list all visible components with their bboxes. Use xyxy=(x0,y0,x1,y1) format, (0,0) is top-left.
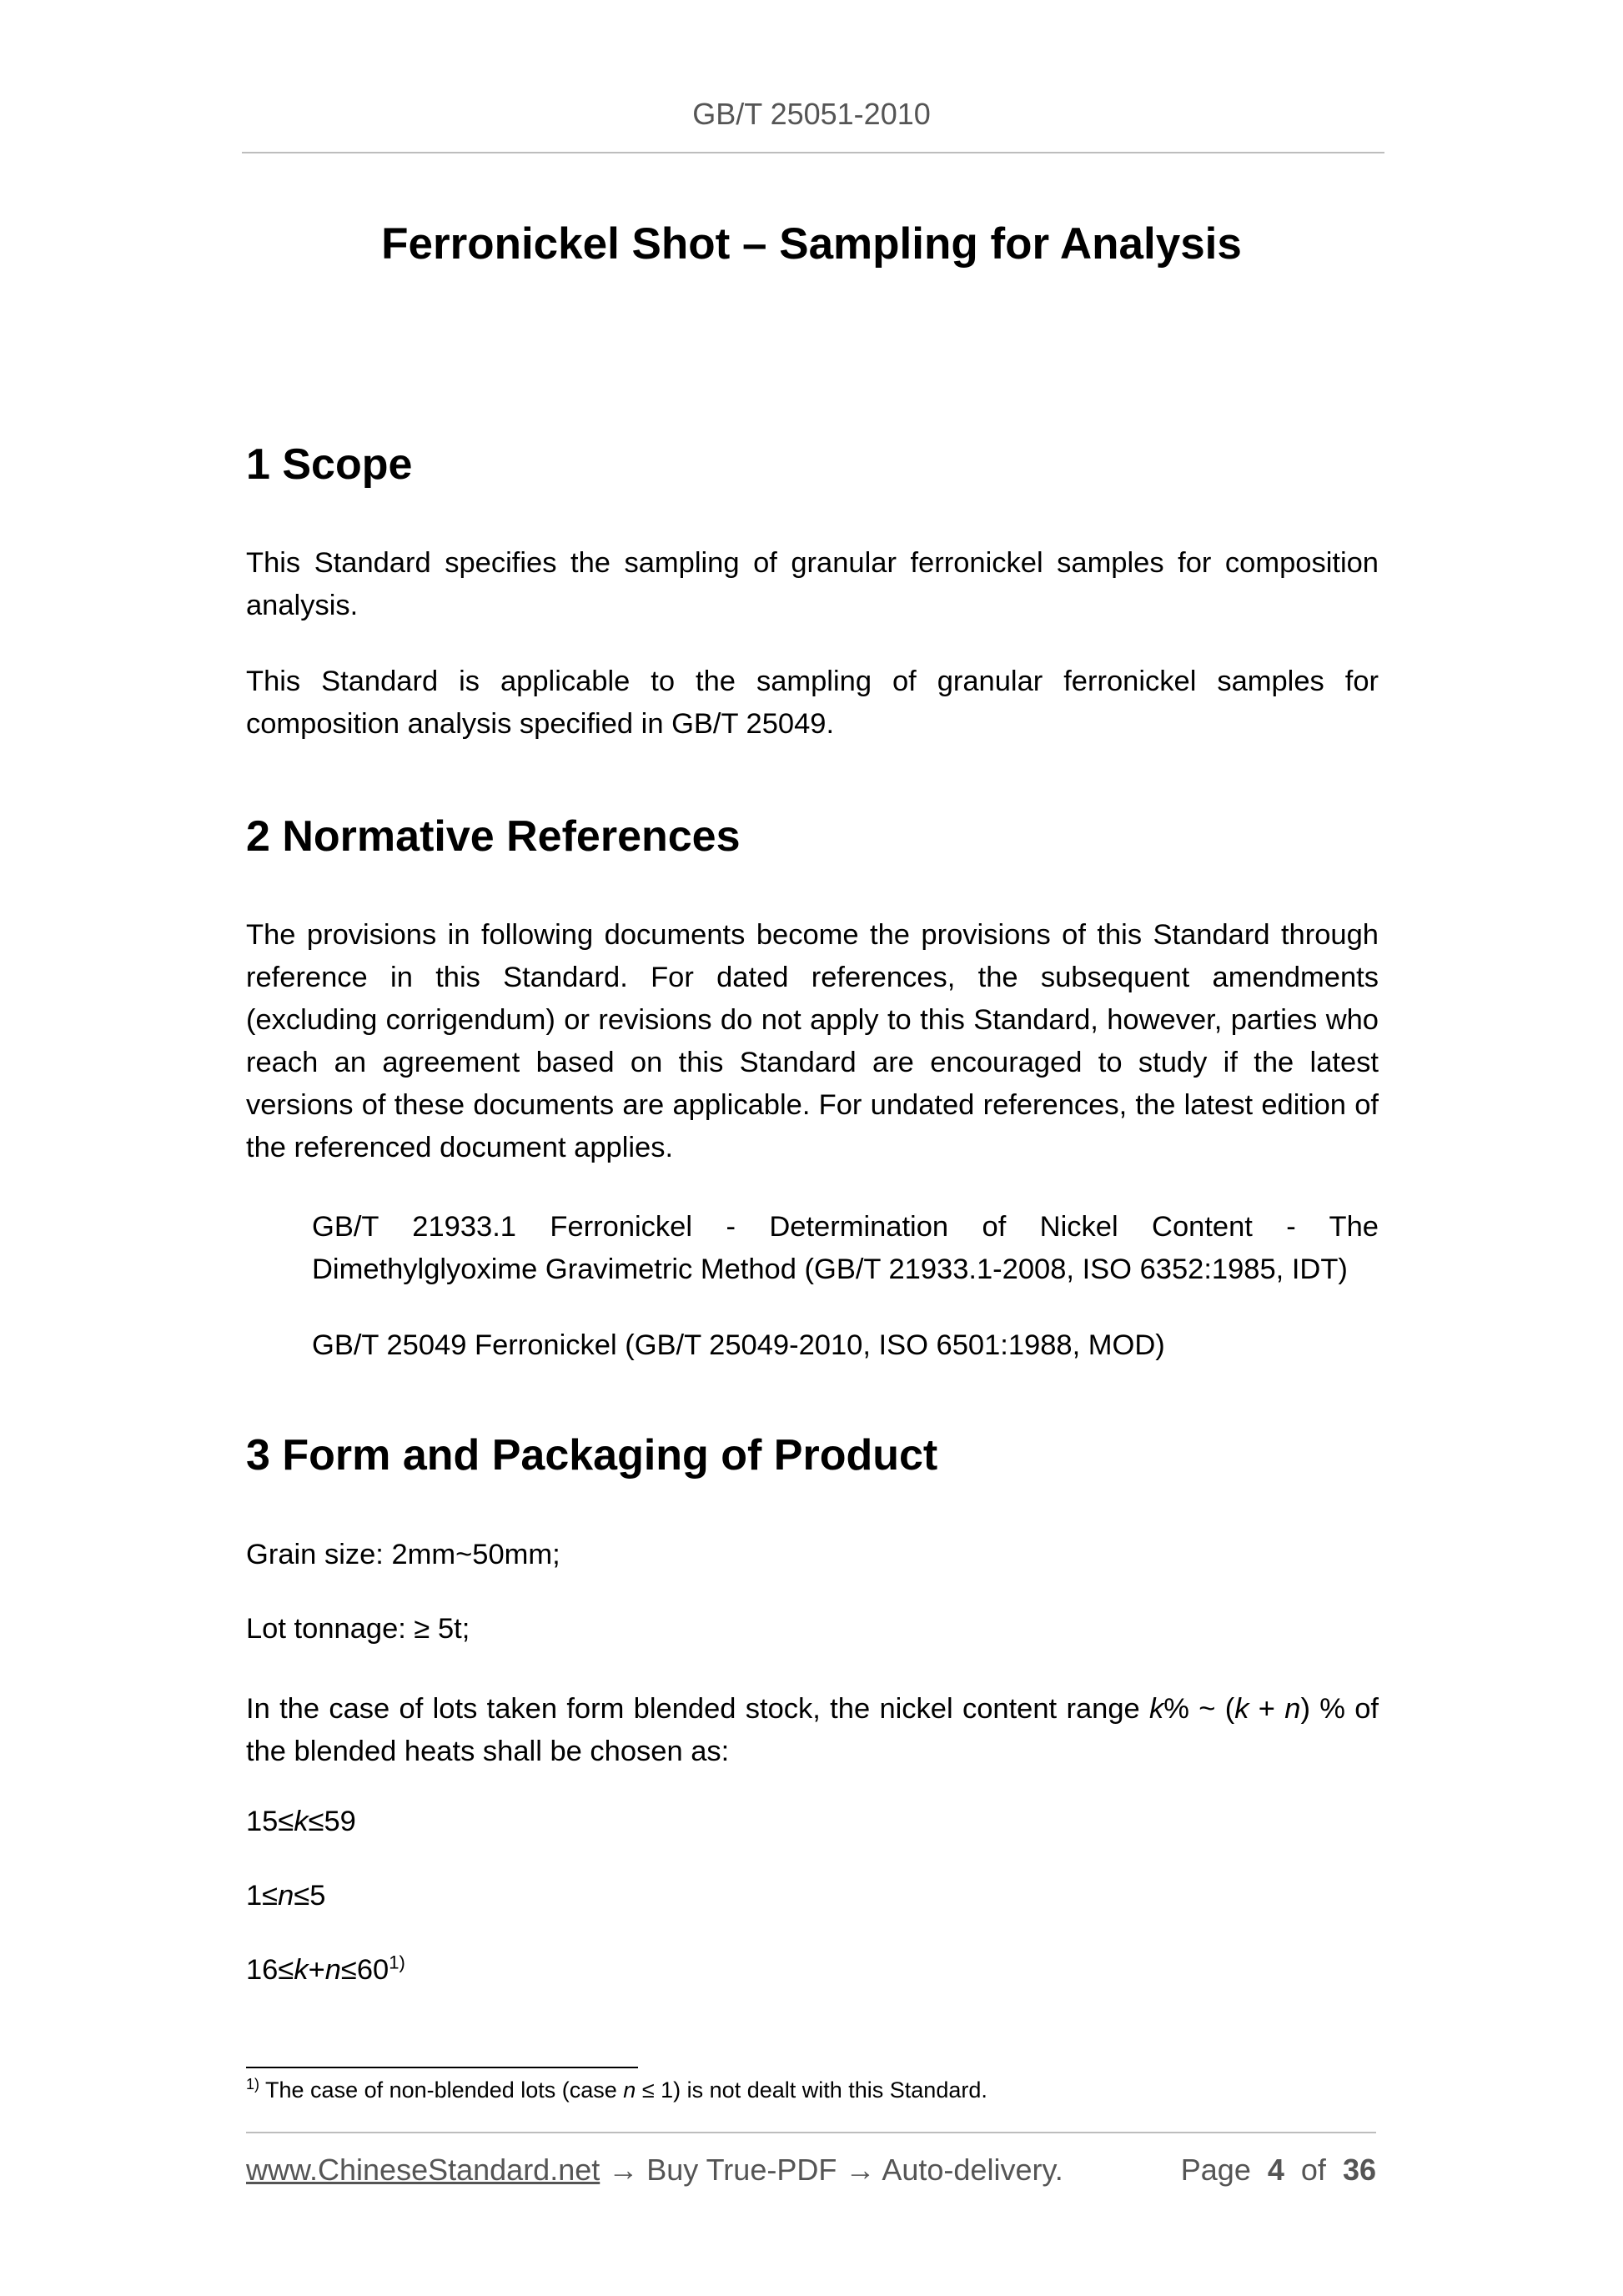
section-3-heading: 3 Form and Packaging of Product xyxy=(246,1431,938,1480)
footer-divider xyxy=(246,2132,1376,2133)
arrow-right-icon: → xyxy=(600,2153,647,2187)
arrow-right-icon: → xyxy=(837,2153,882,2187)
page-indicator: Page 4 of 36 xyxy=(1180,2153,1376,2187)
footnote-divider xyxy=(246,2067,638,2068)
condition-k-range: 15≤k≤59 xyxy=(246,1806,356,1837)
current-page-number: 4 xyxy=(1267,2153,1284,2187)
scope-paragraph-1: This Standard specifies the sampling of granular ferronickel samples for composition analysis. xyxy=(246,547,1379,621)
section-2-heading: 2 Normative References xyxy=(246,812,741,861)
condition-k-plus-n-range: $16\le k+n\le 60^{1)}$ xyxy=(246,1952,405,1986)
website-link[interactable]: www.ChineseStandard.net xyxy=(246,2153,600,2187)
reference-gb-t-21933-1: GB/T 21933.1 Ferronickel - Determination of Nickel Content - The Dimethylglyoxime Gravimetric Method (GB/T 21933.1-2008, ISO 6352:1985, IDT) xyxy=(312,1211,1379,1285)
auto-delivery-text: Auto-delivery. xyxy=(882,2153,1063,2187)
footnote-reference[interactable]: 1) xyxy=(389,1952,405,1973)
blended-stock-paragraph: In the case of lots taken form blended stock, the nickel content range k% ~ (k + n) % of the blended heats shall be chosen as: xyxy=(246,1693,1379,1767)
document-title: Ferronickel Shot – Sampling for Analysis xyxy=(381,219,1242,269)
lot-tonnage-line: Lot tonnage: ≥ 5t; xyxy=(246,1613,470,1645)
footnote: $^{1)}$ The case of non-blended lots (case n ≤ 1) is not dealt with this Standard. xyxy=(246,2076,987,2103)
header-standard-code: GB/T 25051-2010 xyxy=(692,97,931,131)
condition-n-range: 1≤n≤5 xyxy=(246,1880,326,1912)
normative-paragraph: The provisions in following documents become the provisions of this Standard through reference in this Standard. For dated references, the subsequent amendments (excluding corrigendum) or revisions do not apply to this Standard, however, parties who reach an agreement based on this Standard are encouraged to study if the latest versions of these documents are applicable. For undated references, the latest edition of the referenced document applies. xyxy=(246,919,1379,1163)
reference-gb-t-25049: GB/T 25049 Ferronickel (GB/T 25049-2010, ISO 6501:1988, MOD) xyxy=(312,1329,1165,1361)
header-divider xyxy=(242,152,1384,153)
buy-pdf-text: Buy True-PDF xyxy=(646,2153,837,2187)
grain-size-line: Grain size: 2mm~50mm; xyxy=(246,1539,560,1570)
page-footer xyxy=(246,2153,1376,2194)
scope-paragraph-2: This Standard is applicable to the sampling of granular ferronickel samples for composition analysis specified in GB/T 25049. xyxy=(246,666,1379,740)
section-1-heading: 1 Scope xyxy=(246,440,413,489)
total-pages: 36 xyxy=(1342,2153,1376,2187)
